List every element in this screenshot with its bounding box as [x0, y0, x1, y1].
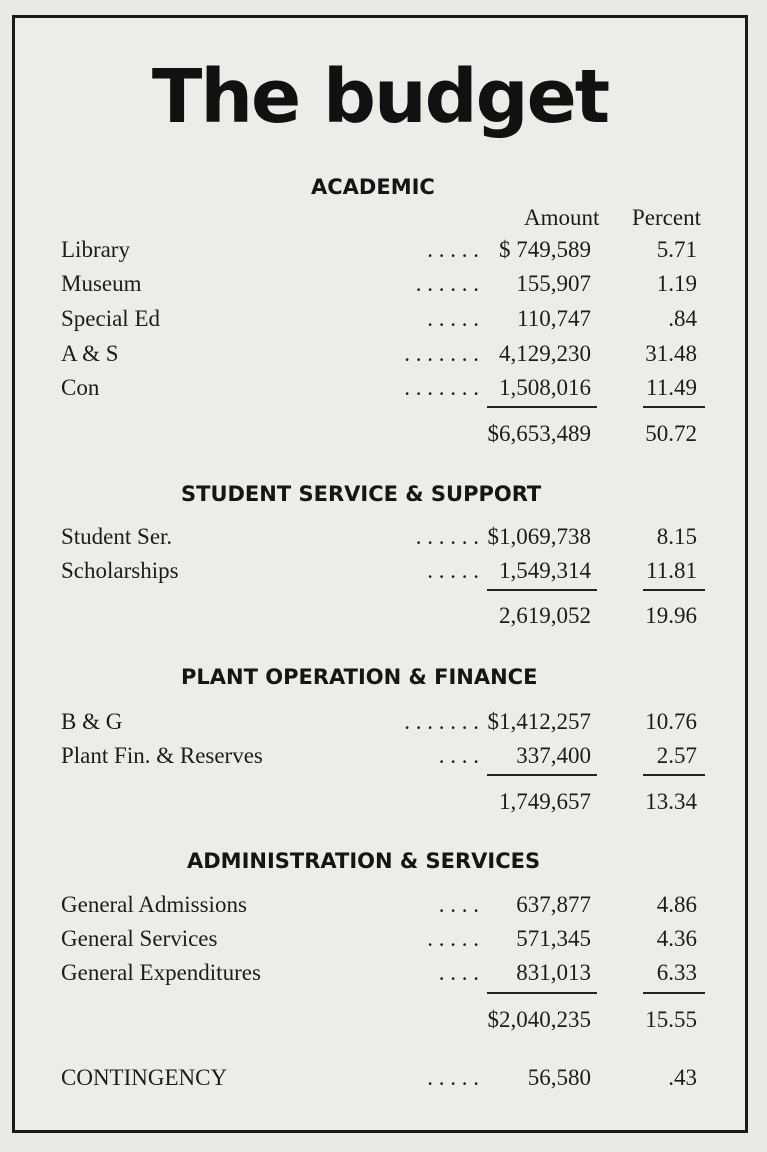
row-label: General Admissions	[61, 892, 247, 917]
table-row	[15, 270, 745, 298]
section-heading-plant-operation: PLANT OPERATION & FINANCE	[181, 665, 538, 689]
row-percent: 31.48	[645, 341, 697, 366]
section-heading-administration: ADMINISTRATION & SERVICES	[187, 849, 541, 873]
table-row	[15, 236, 745, 264]
leader-dots: . . . . .	[427, 1065, 479, 1090]
row-label: General Expenditures	[61, 960, 261, 985]
row-amount: 637,877	[516, 892, 591, 917]
table-row	[15, 959, 745, 987]
row-percent: .43	[668, 1065, 697, 1090]
row-percent: .84	[668, 306, 697, 331]
leader-dots: . . . .	[438, 892, 479, 917]
table-row	[15, 305, 745, 333]
row-amount: $ 749,589	[499, 237, 591, 262]
row-percent: 1.19	[656, 271, 697, 296]
column-header-amount: Amount	[524, 205, 600, 230]
row-label: Library	[61, 237, 130, 262]
row-amount: 1,508,016	[499, 375, 591, 400]
table-row	[15, 374, 745, 402]
section-heading-student-service: STUDENT SERVICE & SUPPORT	[181, 482, 542, 506]
page-title: The budget	[151, 54, 609, 140]
leader-dots: . . . . . .	[415, 271, 479, 296]
total-percent: 13.34	[645, 789, 697, 814]
subtotal-rule	[643, 992, 705, 994]
row-label: Plant Fin. & Reserves	[61, 743, 263, 768]
leader-dots: . . . .	[438, 743, 479, 768]
row-amount: $1,069,738	[487, 524, 591, 549]
row-amount: 571,345	[516, 926, 591, 951]
row-label: General Services	[61, 926, 218, 951]
row-percent: 4.86	[656, 892, 697, 917]
total-amount: $6,653,489	[487, 421, 591, 446]
total-percent: 50.72	[645, 421, 697, 446]
table-row	[15, 708, 745, 736]
row-amount: 4,129,230	[499, 341, 591, 366]
row-label: Museum	[61, 271, 142, 296]
subtotal-rule	[487, 774, 597, 776]
table-row	[15, 340, 745, 368]
row-percent: 11.49	[646, 375, 697, 400]
row-percent: 10.76	[645, 709, 697, 734]
row-amount: 155,907	[516, 271, 591, 296]
row-percent: 11.81	[646, 558, 697, 583]
row-label: Student Ser.	[61, 524, 173, 549]
row-label: CONTINGENCY	[61, 1065, 228, 1090]
leader-dots: . . . . .	[427, 926, 479, 951]
table-row	[15, 523, 745, 551]
leader-dots: . . . .	[438, 960, 479, 985]
row-amount: 337,400	[516, 743, 591, 768]
column-header-percent: Percent	[632, 205, 701, 230]
total-percent: 19.96	[645, 603, 697, 628]
leader-dots: . . . . .	[427, 558, 479, 583]
row-amount: 110,747	[517, 306, 591, 331]
subtotal-rule	[487, 992, 597, 994]
row-amount: 1,549,314	[499, 558, 591, 583]
row-percent: 2.57	[656, 743, 697, 768]
leader-dots: . . . . .	[427, 306, 479, 331]
row-percent: 8.15	[656, 524, 697, 549]
leader-dots: . . . . . . .	[404, 341, 479, 366]
section-total-row	[15, 420, 745, 448]
total-amount: 2,619,052	[499, 603, 591, 628]
table-row	[15, 742, 745, 770]
row-percent: 5.71	[656, 237, 697, 262]
budget-table-frame	[12, 15, 748, 1133]
subtotal-rule	[487, 589, 597, 591]
row-amount: 56,580	[527, 1065, 591, 1090]
row-percent: 6.33	[656, 960, 697, 985]
section-heading-academic: ACADEMIC	[311, 175, 435, 199]
subtotal-rule	[643, 406, 705, 408]
contingency-row	[15, 1064, 745, 1092]
row-label: Special Ed	[61, 306, 160, 331]
row-percent: 4.36	[656, 926, 697, 951]
section-total-row	[15, 602, 745, 630]
subtotal-rule	[643, 589, 705, 591]
subtotal-rule	[487, 406, 597, 408]
section-total-row	[15, 1006, 745, 1034]
table-row	[15, 557, 745, 585]
row-label: A & S	[61, 341, 119, 366]
section-total-row	[15, 788, 745, 816]
table-row	[15, 891, 745, 919]
row-amount: 831,013	[516, 960, 591, 985]
row-label: Con	[61, 375, 100, 400]
leader-dots: . . . . .	[427, 237, 479, 262]
row-label: Scholarships	[61, 558, 179, 583]
table-row	[15, 925, 745, 953]
leader-dots: . . . . . . .	[404, 375, 479, 400]
total-amount: $2,040,235	[487, 1007, 591, 1032]
subtotal-rule	[643, 774, 705, 776]
leader-dots: . . . . . . .	[404, 709, 479, 734]
leader-dots: . . . . . .	[415, 524, 479, 549]
total-amount: 1,749,657	[499, 789, 591, 814]
total-percent: 15.55	[645, 1007, 697, 1032]
row-label: B & G	[61, 709, 123, 734]
row-amount: $1,412,257	[487, 709, 591, 734]
